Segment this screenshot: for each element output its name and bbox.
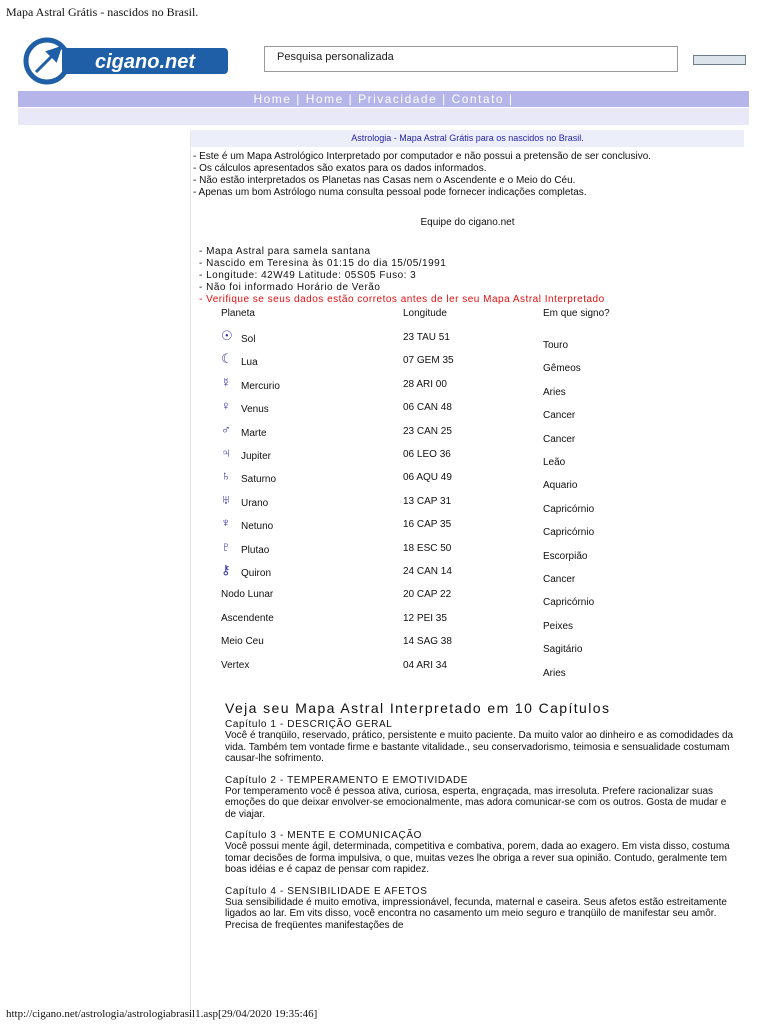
chapter-text: Por temperamento você é pessoa ativa, curiosa, esperta, engraçada, mas irresoluta. Prefere racionalizar suas emoções do que deixar envolver-se emocionalmente, mas adora comunicar-se com os outros. Gosta de mudar e de viajar. <box>225 785 727 820</box>
chapters-section <box>225 700 740 931</box>
search-button[interactable] <box>693 55 746 65</box>
table-row <box>191 398 744 426</box>
planet-name: Jupiter <box>241 451 272 462</box>
planet-sign: Gêmeos <box>543 363 581 375</box>
chapter-text: Você é tranqüilo, reservado, prático, persistente e muito paciente. Da muito valor ao dinheiro e as comodidades da vida. Também tem vontade firme e bastante vitalidade., seu conservadorismo, teimosia e sensualidade costumam causar-lhe sofrimento. <box>225 730 734 764</box>
planet-name: Saturno <box>241 474 277 486</box>
sun-icon: ☉ <box>221 328 233 343</box>
chapter-heading: Capítulo 3 - MENTE E COMUNICAÇÃO <box>225 830 423 841</box>
planet-longitude: 23 TAU 51 <box>403 332 450 343</box>
planet-longitude: 06 LEO 36 <box>403 449 451 460</box>
intro-line: - Os cálculos apresentados são exatos para os dados informados. <box>193 163 487 174</box>
planet-name: Mercurio <box>241 380 280 392</box>
planet-sign: Touro <box>543 340 569 351</box>
team-signature: Equipe do cigano.net <box>420 217 515 228</box>
table-row <box>191 589 744 613</box>
table-row <box>191 421 744 450</box>
planet-longitude: 14 SAG 38 <box>403 636 452 648</box>
planet-longitude: 12 PEI 35 <box>403 612 447 624</box>
venus-icon: ♀ <box>221 398 231 414</box>
header-longitude: Longitude <box>403 308 447 319</box>
info-line: - Mapa Astral para samela santana <box>199 246 371 257</box>
table-row <box>191 613 744 637</box>
jupiter-icon: ♃ <box>221 445 231 460</box>
planet-sign: Cancer <box>543 433 576 445</box>
planet-name: Plutao <box>241 544 270 556</box>
nav-home-2[interactable]: Home <box>305 92 344 106</box>
planet-name: Quiron <box>241 568 272 579</box>
pluto-icon: ♇ <box>221 538 231 554</box>
birth-info <box>199 246 744 306</box>
saturn-icon: ♄ <box>221 468 231 484</box>
planet-sign: Capricórnio <box>543 527 595 539</box>
warning-line: - Verifique se seus dados estão corretos antes de ler seu Mapa Astral Interpretado <box>199 294 605 305</box>
planet-longitude: 06 AQU 49 <box>403 472 452 484</box>
planet-table <box>191 308 744 688</box>
table-row <box>191 636 744 660</box>
planet-sign: Aquario <box>543 480 578 492</box>
table-row <box>191 562 744 590</box>
chapter-text: Sua sensibilidade é muito emotiva, impressionável, fecunda, maternal e caseira. Seus afetos estão estreitamente ligados ao lar. Em vits disso, você encontra no casamento um meio seguro e tranqüilo de manifestar seu amôr. Precisa de freqüentes manifestações de <box>225 896 727 931</box>
table-row <box>191 660 744 684</box>
intro-line: - Apenas um bom Astrólogo numa consulta pessoal pode fornecer indicações completas. <box>193 187 587 198</box>
planet-sign: Escorpião <box>543 550 588 562</box>
content-panel <box>190 130 744 1020</box>
planet-name: Lua <box>241 357 258 369</box>
mercury-icon: ☿ <box>221 374 231 390</box>
info-line: - Longitude: 42W49 Latitude: 05S05 Fuso: 3 <box>199 270 417 281</box>
planet-sign: Aries <box>543 386 566 398</box>
header-planeta: Planeta <box>221 308 255 319</box>
planet-sign: Cancer <box>543 574 576 585</box>
logo-text: cigano.net <box>94 51 196 73</box>
planet-name: Nodo Lunar <box>221 589 274 601</box>
nav-home-1[interactable]: Home <box>253 92 292 106</box>
document-title: Mapa Astral Grátis - nascidos no Brasil. <box>6 5 199 19</box>
planet-longitude: 18 ESC 50 <box>403 542 452 554</box>
content-header: Astrologia - Mapa Astral Grátis para os nascidos no Brasil. <box>191 130 744 147</box>
chiron-icon: ⚷ <box>221 562 231 577</box>
table-row <box>191 491 744 520</box>
planet-sign: Capricórnio <box>543 503 595 515</box>
planet-longitude: 23 CAN 25 <box>403 425 452 437</box>
planet-sign: Sagitário <box>543 644 583 656</box>
cigano-logo[interactable] <box>22 36 232 86</box>
chapter-text: Você possui mente ágil, determinada, competitiva e combativa, porem, dada ao exagero. Em vista disso, costuma tomar decisões de forma impulsiva, o que, muitas vezes lhe obriga a rever sua opinião. Contudo, geralmente tem boas idéias e é capaz de pensar com rapidez. <box>225 841 730 875</box>
table-row <box>191 374 744 403</box>
mars-icon: ♂ <box>221 421 231 437</box>
chapters-title: Veja seu Mapa Astral Interpretado em 10 Capítulos <box>225 700 611 716</box>
intro-line: - Este é um Mapa Astrológico Interpretado por computador e não possui a pretensão de ser conclusivo. <box>193 151 652 162</box>
planet-name: Venus <box>241 404 269 416</box>
planet-longitude: 16 CAP 35 <box>403 519 452 531</box>
planet-sign: Peixes <box>543 620 574 632</box>
nav-privacidade[interactable]: Privacidade <box>358 92 438 106</box>
table-row <box>191 351 744 379</box>
planet-sign: Cancer <box>543 410 576 422</box>
chapter-heading: Capítulo 4 - SENSIBILIDADE E AFETOS <box>225 885 428 897</box>
planet-name: Sol <box>241 334 256 345</box>
footer-url: http://cigano.net/astrologia/astrologiabrasil1.asp[29/04/2020 19:35:46] <box>6 1008 318 1020</box>
table-row <box>191 468 744 496</box>
planet-name: Meio Ceu <box>221 636 264 648</box>
table-row <box>191 328 744 356</box>
intro-line: - Não estão interpretados os Planetas nas Casas nem o Ascendente e o Meio do Céu. <box>193 175 576 186</box>
planet-name: Vertex <box>221 659 250 671</box>
planet-longitude: 13 CAP 31 <box>403 495 452 507</box>
planet-longitude: 07 GEM 35 <box>403 355 454 367</box>
planet-name: Marte <box>241 427 267 439</box>
header-signo: Em que signo? <box>543 308 610 319</box>
info-line: - Nascido em Teresina às 01:15 do dia 15/05/1991 <box>199 258 447 269</box>
table-row <box>191 445 744 473</box>
uranus-icon: ♅ <box>221 491 231 507</box>
planet-name: Netuno <box>241 521 274 533</box>
planet-sign: Leão <box>543 457 566 468</box>
chapter-heading: Capítulo 2 - TEMPERAMENTO E EMOTIVIDADE <box>225 774 469 786</box>
planet-longitude: 24 CAN 14 <box>403 566 452 577</box>
planet-longitude: 04 ARI 34 <box>403 659 447 671</box>
intro-text <box>193 151 744 199</box>
table-row <box>191 538 744 567</box>
planet-longitude: 28 ARI 00 <box>403 378 447 390</box>
planet-name: Urano <box>241 497 269 509</box>
moon-icon: ☾ <box>221 351 233 367</box>
sub-bar <box>18 108 749 125</box>
nav-contato[interactable]: Contato <box>451 92 505 106</box>
planet-longitude: 06 CAN 48 <box>403 402 452 414</box>
nav-bar: Home | Home | Privacidade | Contato | <box>18 91 749 107</box>
planet-sign: Aries <box>543 667 566 679</box>
search-input[interactable]: Pesquisa personalizada <box>264 46 678 72</box>
table-row <box>191 515 744 543</box>
chapter-heading: Capítulo 1 - DESCRIÇÃO GERAL <box>225 719 393 730</box>
info-line: - Não foi informado Horário de Verão <box>199 282 381 293</box>
planet-name: Ascendente <box>221 612 274 624</box>
planet-sign: Capricórnio <box>543 597 595 609</box>
neptune-icon: ♆ <box>221 515 231 531</box>
planet-longitude: 20 CAP 22 <box>403 589 452 601</box>
